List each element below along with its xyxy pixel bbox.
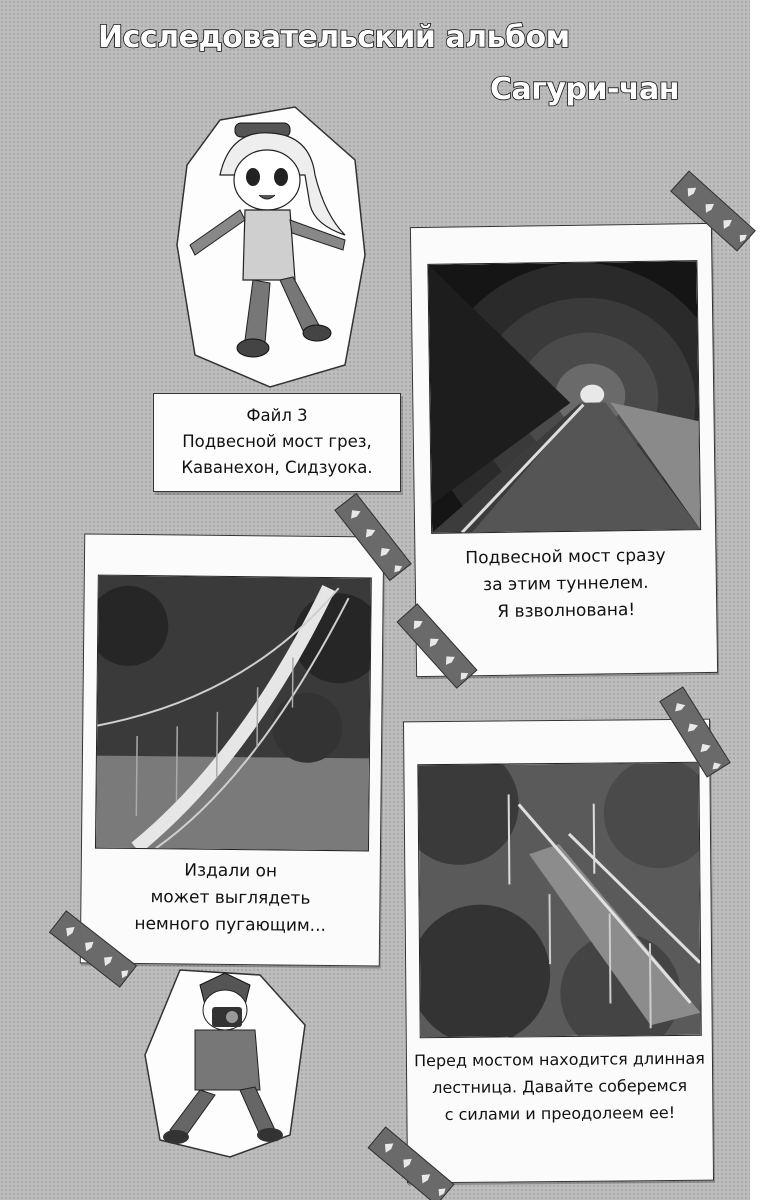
- stairs-caption-line2: лестница. Давайте соберемся: [432, 1075, 688, 1098]
- page-title-line2: Сагури-чан: [490, 72, 680, 107]
- photo-tunnel: [427, 260, 701, 534]
- polaroid-bridge: [80, 533, 384, 966]
- photo-stairs: [417, 762, 701, 1038]
- file-label-card: [153, 393, 401, 492]
- tunnel-caption-line2: за этим туннелем.: [482, 572, 649, 596]
- file-label-number: Файл 3: [246, 406, 308, 425]
- tunnel-caption-line3: Я взволнована!: [497, 600, 636, 622]
- stairs-caption-line3: с силами и преодолеем ее!: [444, 1102, 676, 1124]
- stairs-caption-line1: Перед мостом находится длинная: [413, 1048, 705, 1071]
- page-edge: [750, 0, 764, 1200]
- file-label-place: Подвесной мост грез,: [182, 432, 372, 451]
- chibi-girl-explorer-icon: [175, 105, 370, 390]
- polaroid-stairs: [403, 719, 714, 1184]
- file-label-location: Каванехон, Сидзуока.: [181, 458, 373, 477]
- bridge-caption-line1: Издали он: [184, 860, 278, 882]
- polaroid-tunnel: [410, 223, 718, 677]
- page-title-line1: Исследовательский альбом: [98, 20, 570, 55]
- photo-bridge: [95, 575, 372, 852]
- bridge-caption-line3: немного пугающим...: [134, 913, 327, 936]
- chibi-photographer-icon: [140, 965, 310, 1160]
- tunnel-caption-line1: Подвесной мост сразу: [465, 545, 666, 569]
- bridge-caption-line2: может выглядеть: [150, 887, 311, 909]
